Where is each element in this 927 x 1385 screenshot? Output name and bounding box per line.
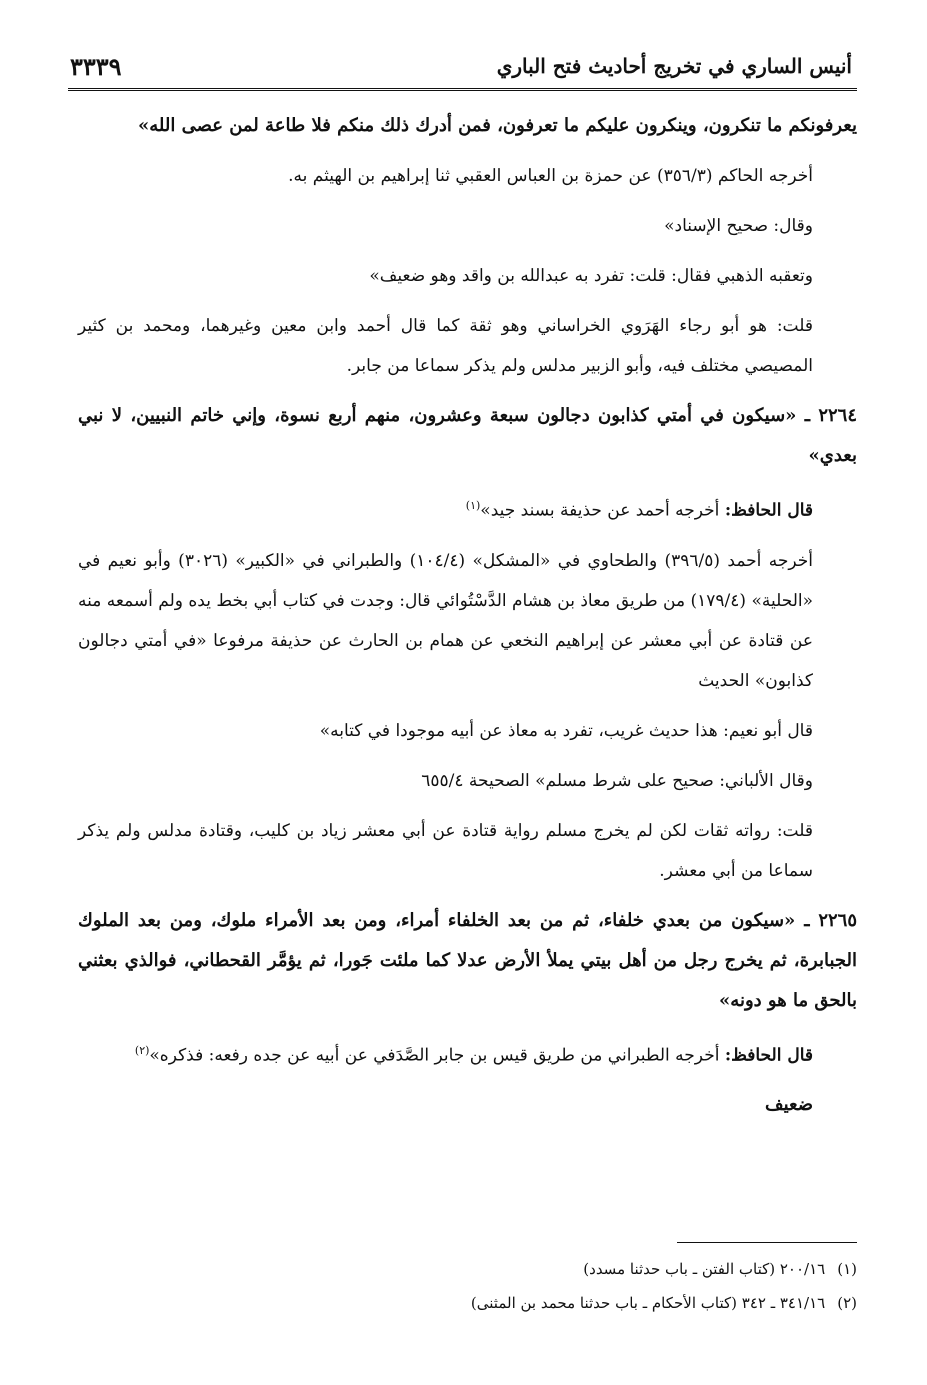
hadith-2265 — [78, 901, 857, 1021]
takhrij-paragraph: أخرجه الحاكم (٣٥٦/٣) عن حمزة بن العباس العقبي ثنا إبراهيم بن الهيثم به. — [288, 166, 813, 186]
hakim-statement: وقال: صحيح الإسناد» — [664, 216, 813, 236]
grading: ضعيف — [764, 1094, 813, 1116]
takhrij-paragraph: أخرجه أحمد (٣٩٦/٥) والطحاوي في «المشكل» (١٠٤/٤) والطبراني في «الكبير» (٣٠٢٦) وأبو نعيم في «الحلية» (١٧٩/٤) من طريق معاذ بن هشام الدَّسْتُوائي قال: وجدت في كتاب أبي بخط يده ولم أسمعه منه عن قتادة عن أبي معشر عن إبراهيم النخعي عن همام بن الحارث عن حذيفة مرفوعا «في أمتي دجالون كذابون» الحديث — [78, 550, 813, 691]
hafiz-text: أخرجه أحمد عن حذيفة بسند جيد» — [480, 500, 720, 521]
page-number: ٣٣٣٩ — [70, 51, 122, 81]
footnote-ref: (١) — [465, 499, 481, 512]
footnote-text: ٣٤١/١٦ ـ ٣٤٢ (كتاب الأحكام ـ باب حدثنا محمد بن المثنى) — [470, 1294, 826, 1312]
hadith-number: ٢٢٦٤ ـ — [804, 405, 857, 426]
header-rule — [68, 88, 857, 91]
hadith-text: «سيكون من بعدي خلفاء، ثم من بعد الخلفاء أمراء، ومن بعد الأمراء ملوك، ومن بعد الملوك الجبابرة، ثم يخرج رجل من أهل بيتي يملأ الأرض عدلا كما ملئت جَورا، ثم يؤمَّر القحطاني، فوالذي بعثني بالحق ما هو دونه» — [78, 909, 857, 1011]
footnote-1 — [78, 1252, 857, 1286]
hadith-number: ٢٢٦٥ ـ — [804, 909, 857, 931]
hafiz-text: أخرجه الطبراني من طريق قيس بن جابر الصَّدَفي عن أبيه عن جده رفعه: فذكره» — [149, 1045, 720, 1066]
hadith-2264 — [78, 396, 857, 476]
footnote-ref: (٢) — [134, 1043, 150, 1057]
albani-comment: وقال الألباني: صحيح على شرط مسلم» الصحيحة ٦٥٥/٤ — [421, 770, 813, 791]
footnote-number: (٢) — [837, 1294, 857, 1312]
hadith-text: «سيكون في أمتي كذابون دجالون سبعة وعشرون، منهم أربع نسوة، وإني خاتم النبيين، لا نبي بعدي» — [78, 405, 857, 466]
abu-nuaym-comment: قال أبو نعيم: هذا حديث غريب، تفرد به معاذ عن أبيه موجودا في كتابه» — [319, 720, 813, 741]
hafiz-label: قال الحافظ: — [724, 500, 813, 521]
hafiz-statement — [78, 1031, 857, 1076]
book-title: أنيس الساري في تخريج أحاديث فتح الباري — [496, 54, 852, 78]
footnote-number: (١) — [837, 1260, 857, 1278]
page-header — [70, 48, 852, 84]
hadith-continuation: يعرفونكم ما تنكرون، وينكرون عليكم ما تعرفون، فمن أدرك ذلك منكم فلا طاعة لمن عصى الله» — [137, 115, 857, 136]
page-body — [78, 106, 857, 1135]
footnote-separator — [677, 1242, 857, 1243]
footnotes — [78, 1252, 857, 1320]
dhahabi-comment: وتعقبه الذهبي فقال: قلت: تفرد به عبدالله بن واقد وهو ضعيف» — [369, 266, 813, 286]
author-comment: قلت: رواته ثقات لكن لم يخرج مسلم رواية قتادة عن أبي معشر زياد بن كليب، وقتادة مدلس ولم يذكر سماعا من أبي معشر. — [78, 820, 813, 881]
footnote-text: ٢٠٠/١٦ (كتاب الفتن ـ باب حدثنا مسدد) — [583, 1260, 826, 1278]
footnote-2 — [78, 1286, 857, 1320]
hafiz-statement — [78, 486, 857, 531]
hafiz-label: قال الحافظ: — [724, 1045, 813, 1066]
author-comment: قلت: هو أبو رجاء الهَرَوي الخراساني وهو ثقة كما قال أحمد وابن معين وغيرهما، ومحمد بن كثير المصيصي مختلف فيه، وأبو الزبير مدلس ولم يذكر سماعا من جابر. — [78, 316, 813, 376]
